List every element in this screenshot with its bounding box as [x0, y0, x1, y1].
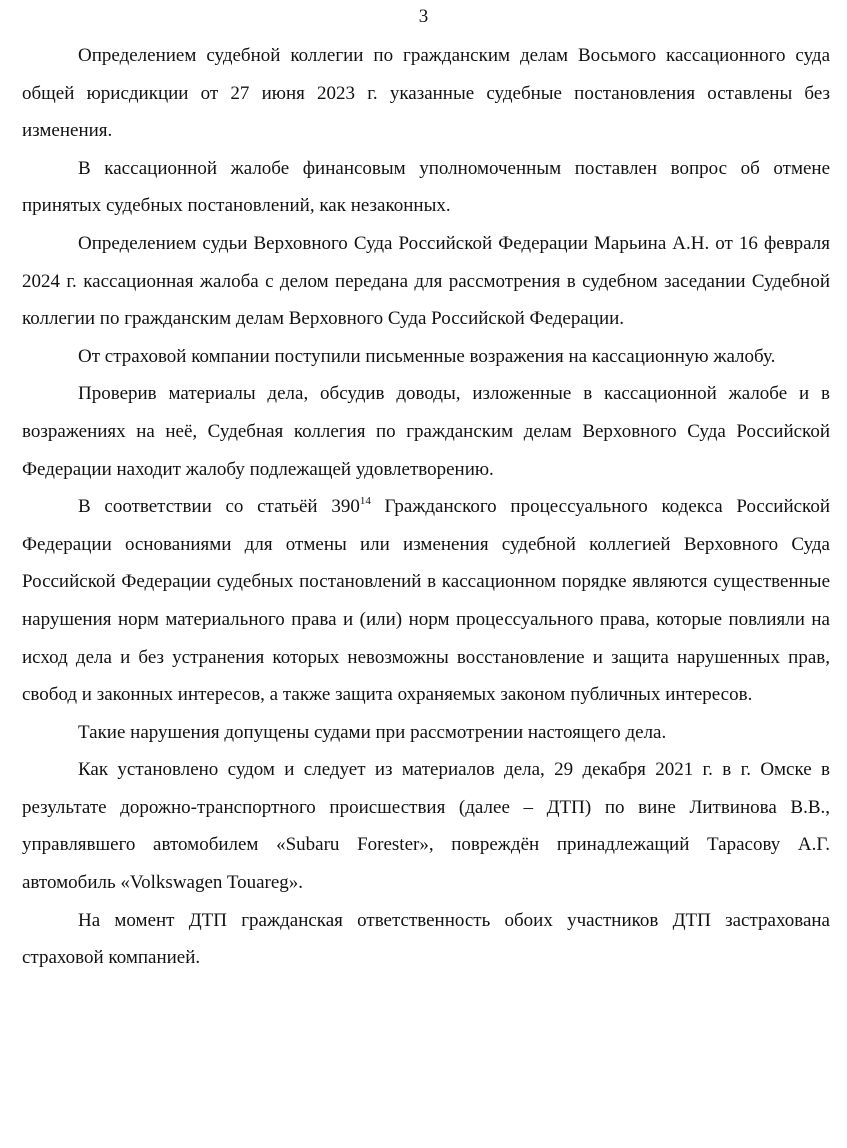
article-text-before: В соответствии со статьёй 390 — [78, 496, 360, 518]
article-superscript: 14 — [359, 495, 371, 508]
paragraph-collegium-finding: Проверив материалы дела, обсудив доводы, изложенные в кассационной жалобе и в возражениях на неё, Судебная коллегия по гражданским делам Верховного Суда Российской Федерации находит жалобу подлежащей удовлетворению. — [22, 383, 830, 480]
paragraph-transfer-ruling: Определением судьи Верховного Суда Российской Федерации Марьина А.Н. от 16 февраля 2024 г. кассационная жалоба с делом передана для рассмотрения в судебном заседании Судебной коллегии по гражданским делам Верховного Суда Российской Федерации. — [22, 232, 830, 330]
paragraph-article-grounds — [22, 488, 830, 714]
document-body — [22, 37, 830, 977]
paragraph-violations: Такие нарушения допущены судами при рассмотрении настоящего дела. — [78, 721, 667, 743]
paragraph-objections: От страховой компании поступили письменные возражения на кассационную жалобу. — [78, 345, 776, 367]
page-number: 3 — [418, 6, 429, 27]
paragraph-insurance: На момент ДТП гражданская ответственность обоих участников ДТП застрахована страховой компанией. — [22, 909, 830, 969]
paragraph-complaint-question: В кассационной жалобе финансовым уполномоченным поставлен вопрос об отмене принятых судебных постановлений, как незаконных. — [22, 157, 830, 217]
article-text-after: Гражданского процессуального кодекса Российской Федерации основаниями для отмены или изменения судебной коллегией Верховного Суда Российской Федерации судебных постановлений в кассационном порядке являются существенные нарушения норм материального права и (или) норм процессуального права, которые повлияли на исход дела и без устранения которых невозможны восстановление и защита нарушенных прав, свобод и законных интересов, а также защита охраняемых законом публичных интересов. — [22, 496, 830, 706]
paragraph-cassation-ruling: Определением судебной коллегии по гражданским делам Восьмого кассационного суда общей юрисдикции от 27 июня 2023 г. указанные судебные постановления оставлены без изменения. — [22, 45, 830, 142]
paragraph-accident-facts: Как установлено судом и следует из материалов дела, 29 декабря 2021 г. в г. Омске в результате дорожно-транспортного происшествия (далее – ДТП) по вине Литвинова В.В., управлявшего автомобилем «Subaru Forester», повреждён принадлежащий Тарасову А.Г. автомобиль «Volkswagen Touareg». — [22, 759, 830, 894]
